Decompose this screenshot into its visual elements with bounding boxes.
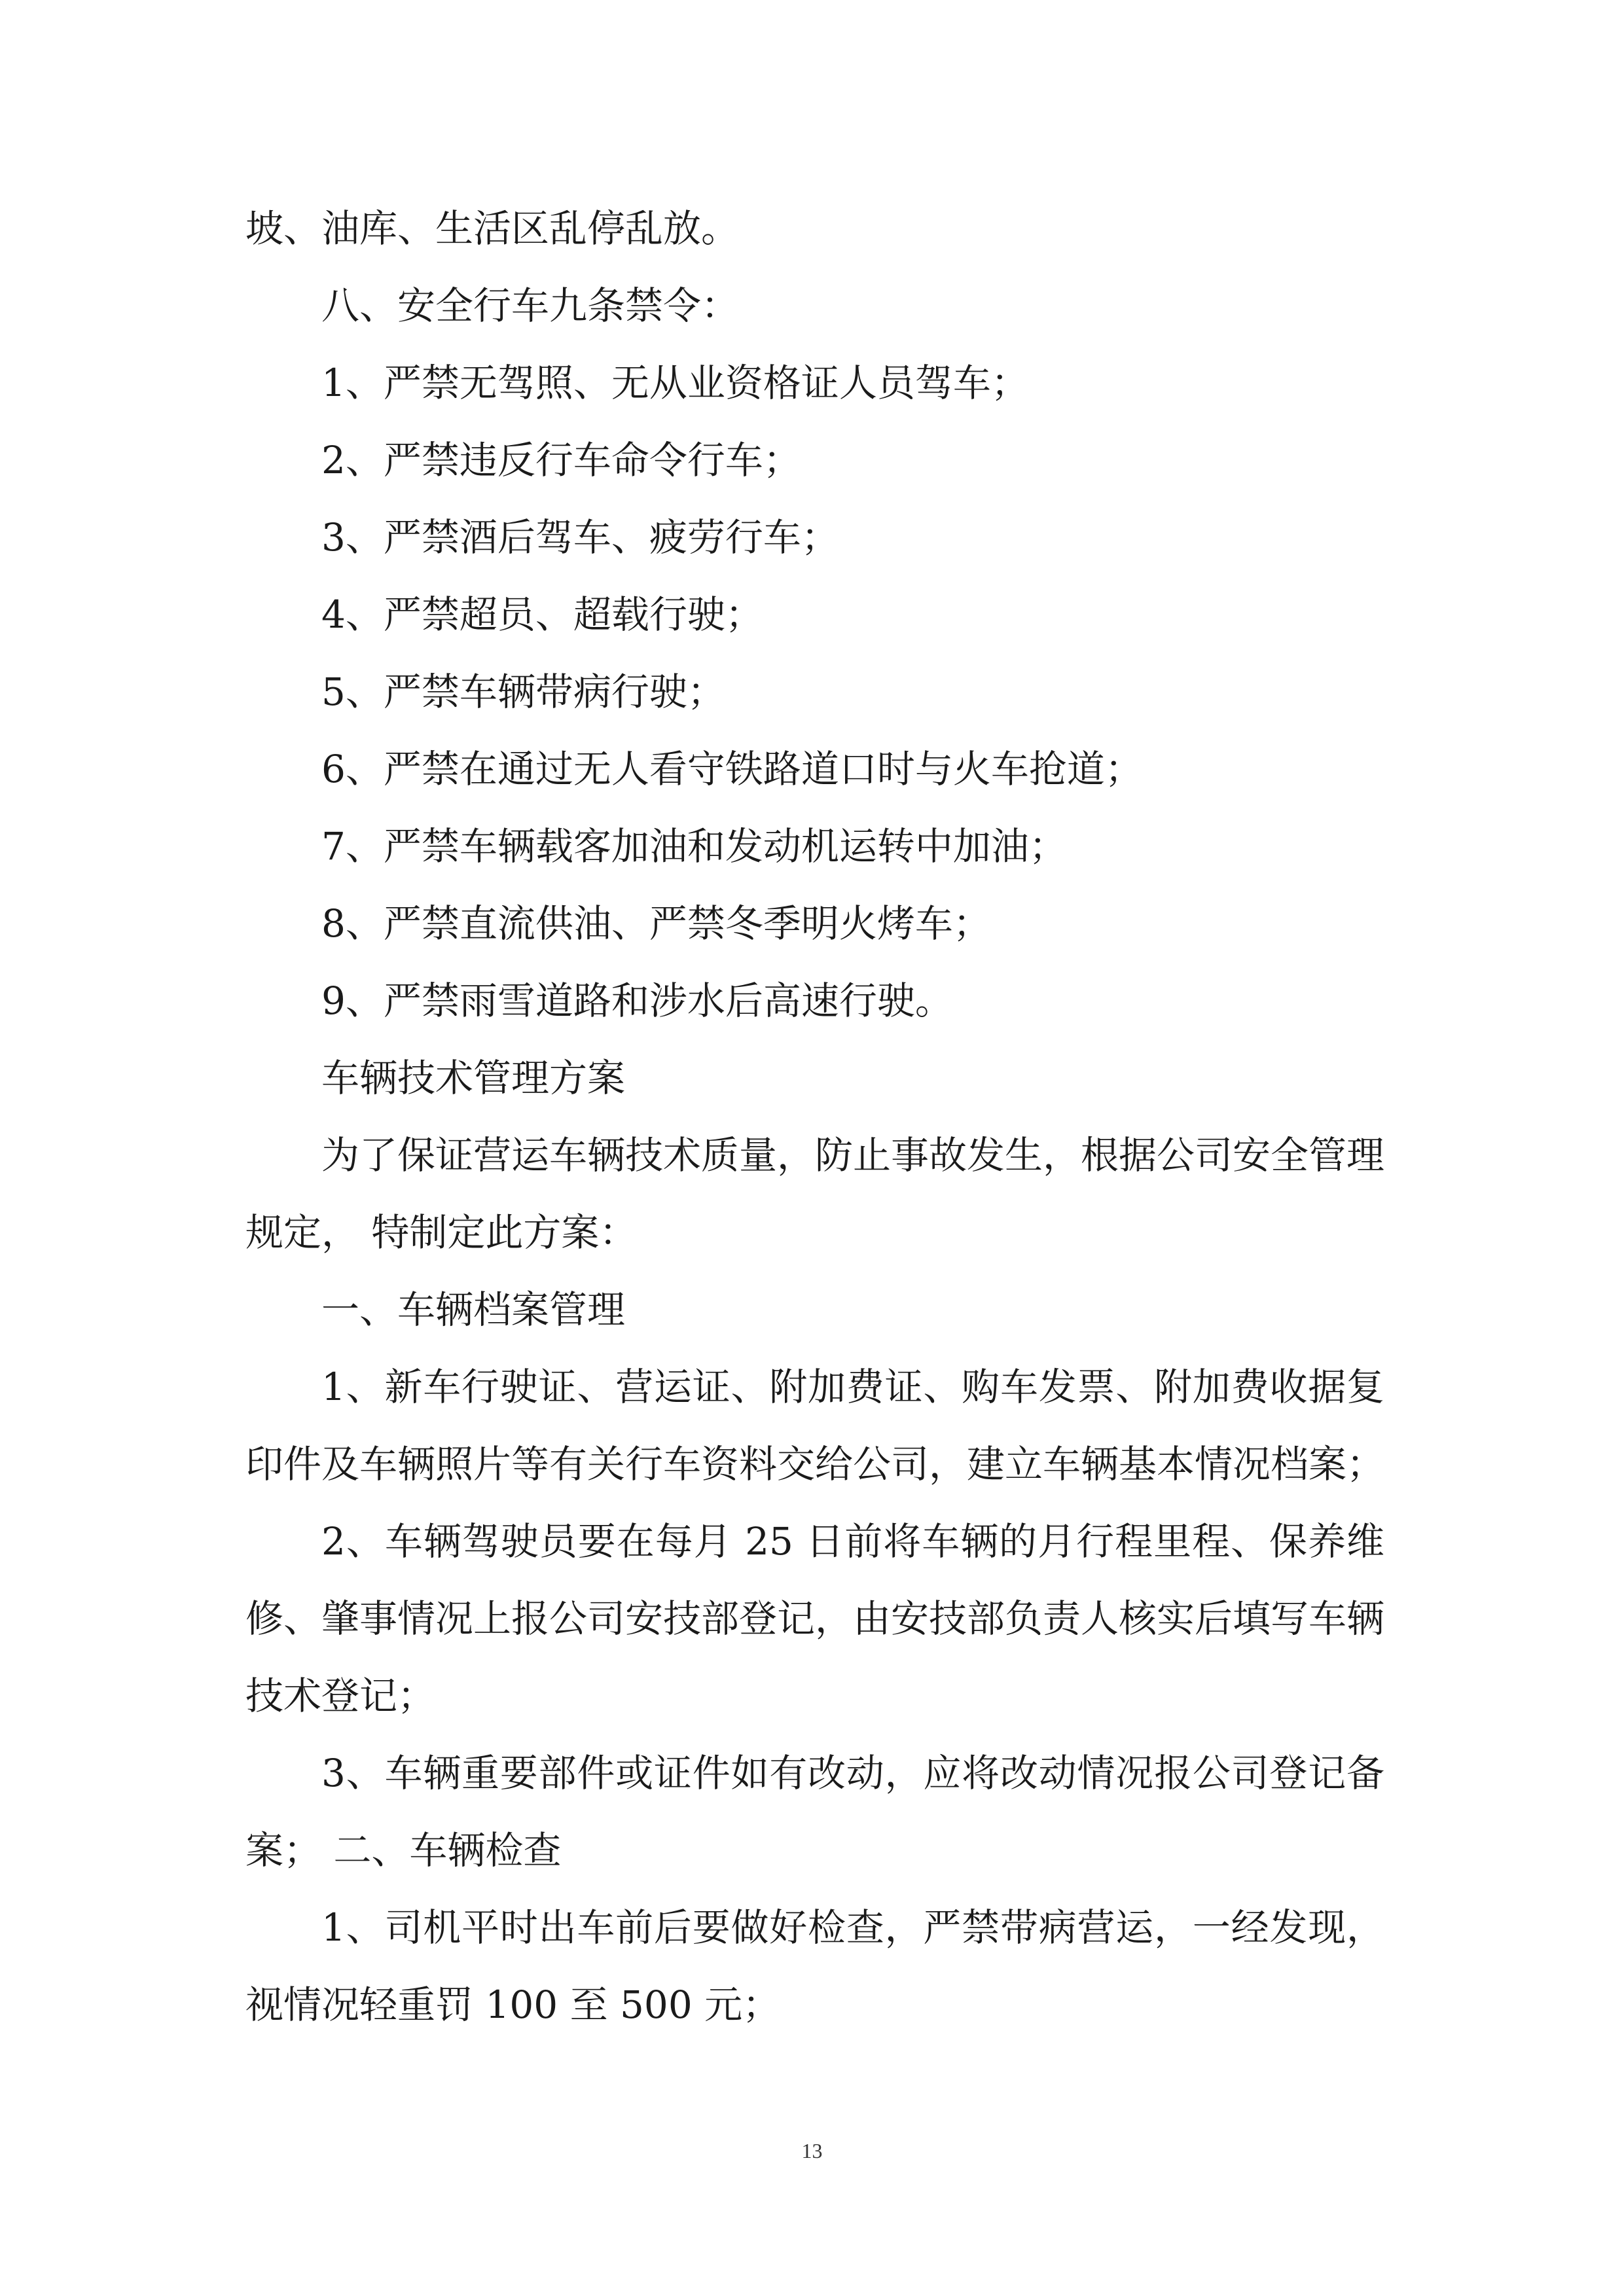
- paragraph-13: 为了保证营运车辆技术质量，防止事故发生，根据公司安全管理规定， 特制定此方案：: [245, 1133, 1385, 1255]
- paragraph-16: 2、车辆驾驶员要在每月 25 日前将车辆的月行程里程、保养维修、肇事情况上报公司安技部登记，由安技部负责人核实后填写车辆技术登记；: [245, 1519, 1385, 1718]
- paragraph-11: 9、严禁雨雪道路和涉水后高速行驶。: [321, 978, 953, 1023]
- paragraph-18: 1、司机平时出车前后要做好检查，严禁带病营运，一经发现，视情况轻重罚 100 至 500 元；: [245, 1905, 1384, 2027]
- paragraph-2: 八、安全行车九条禁令：: [321, 283, 740, 328]
- paragraph-7: 5、严禁车辆带病行驶；: [321, 670, 725, 714]
- paragraph-1: 坡、油库、生活区乱停乱放。: [245, 206, 740, 251]
- paragraph-8: 6、严禁在通过无人看守铁路道口时与火车抢道；: [321, 747, 1143, 791]
- paragraph-6: 4、严禁超员、超载行驶；: [321, 592, 763, 637]
- paragraph-14: 一、车辆档案管理: [321, 1287, 626, 1332]
- paragraph-17: 3、车辆重要部件或证件如有改动，应将改动情况报公司登记备案； 二、车辆检查: [245, 1751, 1384, 1873]
- section-heading: 车辆技术管理方案: [321, 1056, 626, 1100]
- paragraph-5: 3、严禁酒后驾车、疲劳行车；: [321, 515, 839, 560]
- paragraph-4: 2、严禁违反行车命令行车；: [321, 438, 801, 482]
- paragraph-10: 8、严禁直流供油、严禁冬季明火烤车；: [321, 901, 991, 946]
- paragraph-3: 1、严禁无驾照、无从业资格证人员驾车；: [321, 361, 1029, 405]
- document-body: [245, 190, 1384, 2043]
- page-number: 13: [801, 2139, 823, 2162]
- paragraph-9: 7、严禁车辆载客加油和发动机运转中加油；: [321, 824, 1067, 869]
- paragraph-15: 1、新车行驶证、营运证、附加费证、购车发票、附加费收据复印件及车辆照片等有关行车资料交给公司，建立车辆基本情况档案；: [245, 1365, 1385, 1486]
